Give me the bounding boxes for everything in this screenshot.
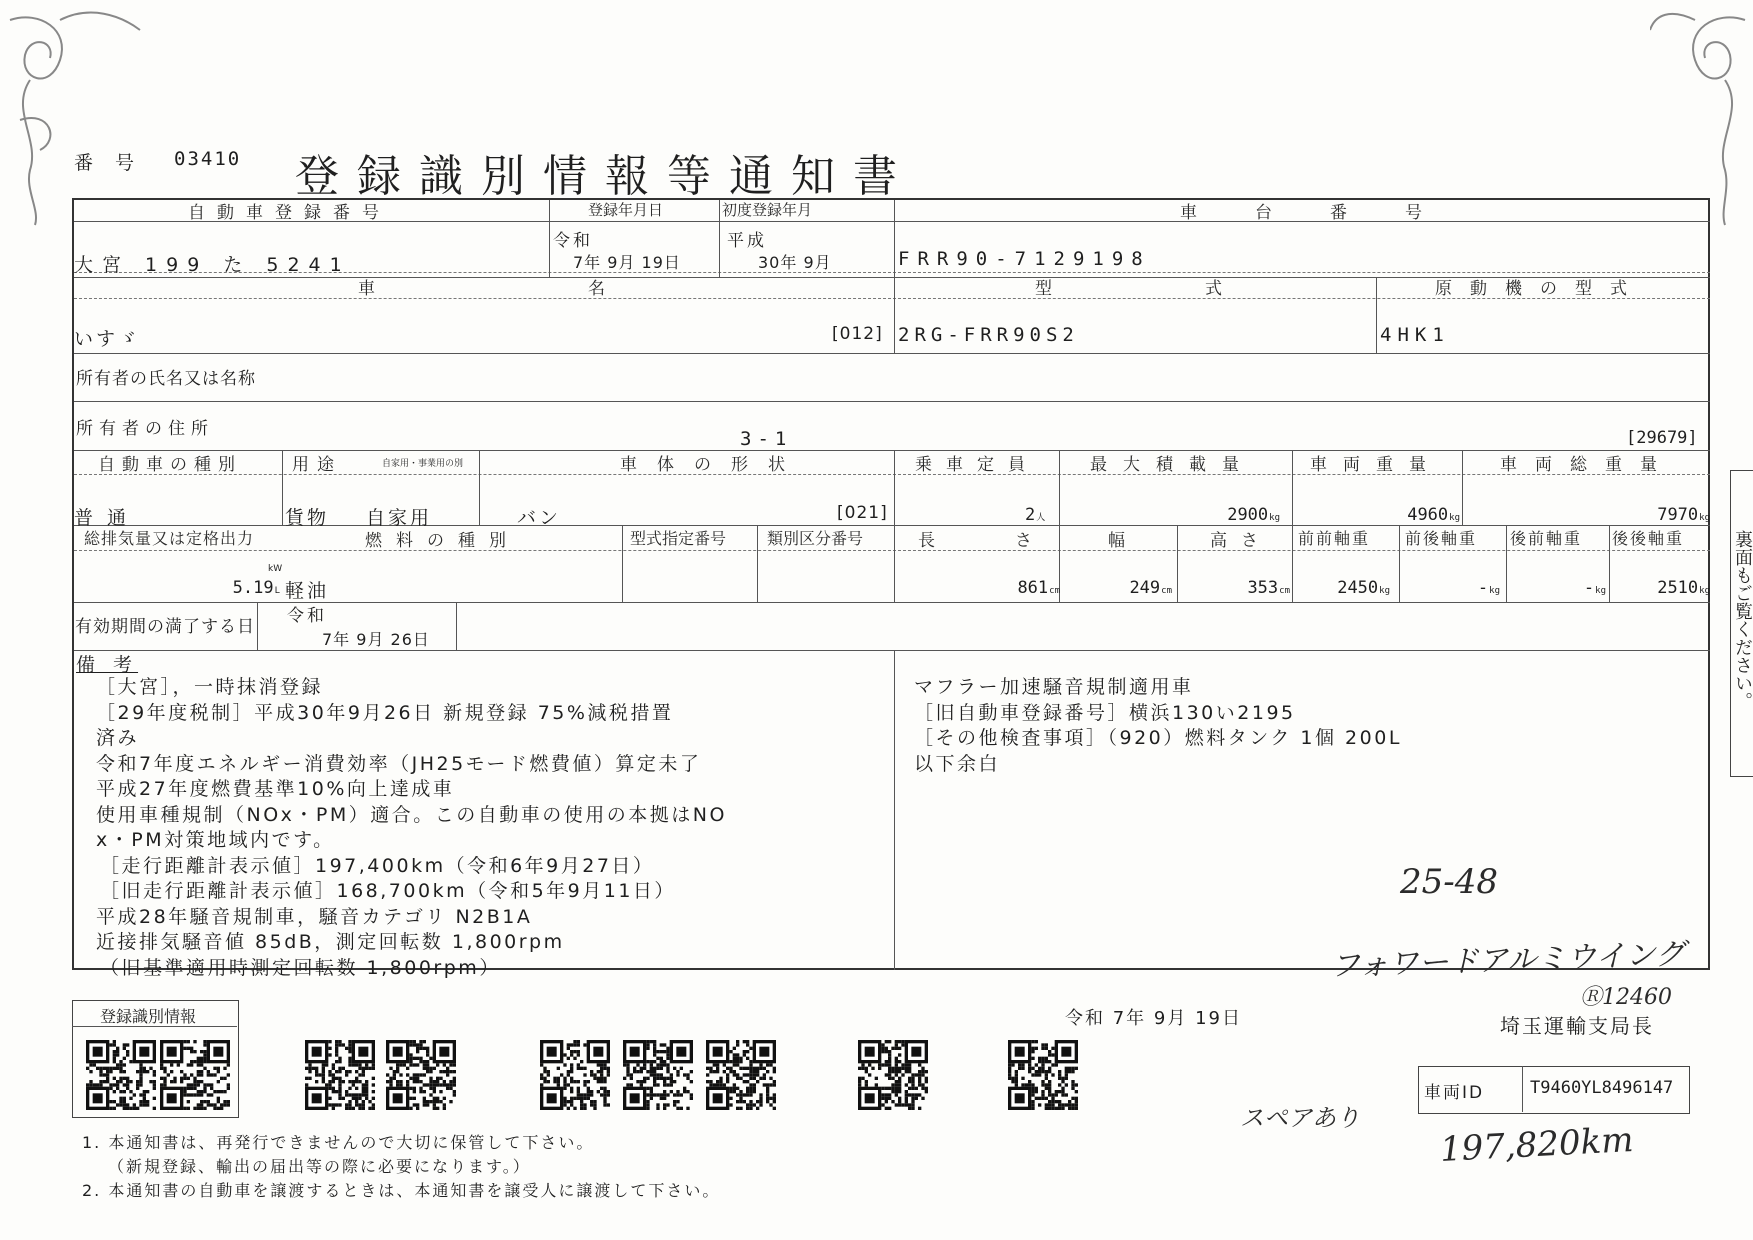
qr-code-icon <box>305 1040 375 1110</box>
remark-line: 使用車種規制（NOx・PM）適合。この自動車の使用の本拠はNO <box>96 803 727 826</box>
remark-line: ［旧自動車登録番号］横浜130い2195 <box>914 701 1296 724</box>
engine-label: 原動機の型式 <box>1435 279 1645 299</box>
footer-note-3: 2. 本通知書の自動車を譲渡するときは、本通知書を譲受人に譲渡して下さい。 <box>82 1181 721 1200</box>
displacement-value: 5.19L <box>232 578 280 598</box>
remark-line: ［走行距離計表示値］197,400km（令和6年9月27日） <box>100 854 655 877</box>
fr-axle-label: 前後軸重 <box>1405 529 1478 548</box>
model-designation-label: 型式指定番号 <box>630 529 727 548</box>
car-name-code: [012] <box>832 324 883 344</box>
number-value: 03410 <box>174 148 242 170</box>
handwritten-company: フォワードアルミウイング <box>1329 936 1686 985</box>
max-load-value: 2900kg <box>1227 505 1280 525</box>
handwritten-stamp-number: Ⓡ12460 <box>1580 985 1672 1010</box>
remark-line: 平成28年騒音規制車，騒音カテゴリ N2B1A <box>96 905 533 928</box>
use: 貨物 <box>285 507 330 529</box>
max-load-label: 最大積載量 <box>1090 455 1255 475</box>
remark-line: 近接排気騒音値 85dB，測定回転数 1,800rpm <box>96 931 565 953</box>
body-label: 車体の形状 <box>620 455 805 475</box>
category-label: 類別区分番号 <box>767 529 864 548</box>
first-reg-label: 初度登録年月 <box>722 201 813 219</box>
fr-axle-value: -kg <box>1477 578 1500 598</box>
ff-axle-label: 前前軸重 <box>1298 529 1371 548</box>
remarks-label: 備 考 <box>76 654 139 676</box>
number-label: 番 号 <box>74 152 143 174</box>
handwritten-mileage: 197,820km <box>1439 1119 1635 1171</box>
use-sub-label: 自家用・事業用の別 <box>382 459 464 469</box>
gross-weight-label: 車両総重量 <box>1500 455 1675 475</box>
chassis-label: 車台番号 <box>1180 203 1480 223</box>
first-reg-date: 30年 9月 <box>758 253 832 272</box>
qr-code-icon <box>623 1040 693 1110</box>
reg-number: 大宮 199 た 5241 <box>74 254 351 276</box>
width-label: 幅 <box>1108 531 1137 551</box>
corner-ornament-left <box>0 0 150 230</box>
gross-weight-value: 7970kg <box>1657 505 1710 525</box>
car-name-label-2: 名 <box>588 279 617 299</box>
chassis-number: FRR90-7129198 <box>898 248 1151 270</box>
length-value: 861cm <box>1017 578 1060 598</box>
body-code: [021] <box>837 503 888 523</box>
fuel-value: 軽油 <box>285 580 330 602</box>
vehicle-type: 普通 <box>74 507 141 529</box>
width-value: 249cm <box>1129 578 1172 598</box>
reg-number-label: 自動車登録番号 <box>188 203 391 223</box>
owner-address-label: 所有者の住所 <box>76 419 214 439</box>
height-label: 高さ <box>1210 531 1272 551</box>
car-name-label-1: 車 <box>358 279 387 299</box>
qr-code-icon <box>706 1040 776 1110</box>
model-label-1: 型 <box>1035 279 1064 299</box>
use-sub: 自家用 <box>366 507 433 529</box>
reg-date: 7年 9月 19日 <box>573 253 681 272</box>
side-note: 裏面もご覧ください。 <box>1732 530 1753 710</box>
weight-label: 車両重量 <box>1310 455 1442 475</box>
owner-address-code: [29679] <box>1626 428 1698 448</box>
footer-note-2: （新規登録、輸出の届出等の際に必要になります。） <box>108 1157 531 1176</box>
ff-axle-value: 2450kg <box>1337 578 1390 598</box>
use-label: 用途 <box>292 455 342 475</box>
remark-line: ［大宮］，一時抹消登録 <box>96 676 324 698</box>
handwritten-note-number: 25-48 <box>1400 862 1499 902</box>
remark-line: x・PM対策地域内です。 <box>96 829 335 851</box>
remark-line: （旧基準適用時測定回転数 1,800rpm） <box>100 956 501 979</box>
displacement-label: 総排気量又は定格出力 <box>84 529 255 548</box>
owner-name-label: 所有者の氏名又は名称 <box>76 369 256 389</box>
issue-date: 令和 7年 9月 19日 <box>1065 1008 1242 1029</box>
remark-line: 平成27年度燃費基準10%向上達成車 <box>96 778 455 800</box>
body-shape: バン <box>517 507 562 529</box>
footer-note-1: 1. 本通知書は、再発行できませんので大切に保管して下さい。 <box>82 1133 595 1152</box>
capacity-label: 乗車定員 <box>915 455 1039 475</box>
remark-line: ［その他検査事項］（920）燃料タンク 1個 200L <box>914 727 1402 749</box>
rf-axle-value: -kg <box>1583 578 1606 598</box>
qr-code-icon <box>86 1040 156 1110</box>
owner-address: 3-1 <box>740 428 793 450</box>
reg-era: 令和 <box>553 231 593 251</box>
corner-ornament-right <box>1650 0 1753 230</box>
qr-code-icon <box>386 1040 456 1110</box>
issuer: 埼玉運輸支局長 <box>1500 1014 1654 1038</box>
capacity-value: 2人 <box>1025 505 1046 525</box>
remark-line: 済み <box>96 727 140 749</box>
vehicle-id-label: 車両ID <box>1424 1083 1485 1103</box>
expiry-date: 7年 9月 26日 <box>322 630 430 649</box>
length-label: 長さ <box>918 531 1112 551</box>
vehicle-id: T9460YL8496147 <box>1530 1078 1674 1098</box>
engine-model: 4HK1 <box>1380 324 1450 346</box>
qr-code-icon <box>160 1040 230 1110</box>
reg-date-label: 登録年月日 <box>588 201 664 219</box>
first-reg-era: 平成 <box>727 231 767 251</box>
remark-line: ［29年度税制］平成30年9月26日 新規登録 75%減税措置 <box>96 701 674 724</box>
kw-unit: kW <box>268 564 283 574</box>
car-name: いすゞ <box>74 328 141 350</box>
page-title: 登録識別情報等通知書 <box>295 151 915 202</box>
qr-code-icon <box>858 1040 928 1110</box>
vehicle-type-label: 自動車の種別 <box>98 455 242 475</box>
rf-axle-label: 後前軸重 <box>1510 529 1583 548</box>
rr-axle-value: 2510kg <box>1657 578 1710 598</box>
rr-axle-label: 後後軸重 <box>1612 529 1685 548</box>
height-value: 353cm <box>1247 578 1290 598</box>
fuel-label: 燃料の種別 <box>365 531 520 551</box>
weight-value: 4960kg <box>1407 505 1460 525</box>
expiry-era: 令和 <box>287 606 327 626</box>
remark-line: 令和7年度エネルギー消費効率（JH25モード燃費値）算定未了 <box>96 752 702 775</box>
qr-code-icon <box>1008 1040 1078 1110</box>
remark-line: マフラー加速騒音規制適用車 <box>914 676 1194 698</box>
remark-line: ［旧走行距離計表示値］168,700km（令和5年9月11日） <box>100 880 676 902</box>
remark-line: 以下余白 <box>914 752 1001 775</box>
registration-info-label: 登録識別情報 <box>100 1007 197 1026</box>
expiry-label: 有効期間の満了する日 <box>75 617 255 637</box>
handwritten-spare: スペアあり <box>1240 1104 1360 1132</box>
qr-code-icon <box>540 1040 610 1110</box>
model: 2RG-FRR90S2 <box>898 324 1079 346</box>
model-label-2: 式 <box>1205 279 1234 299</box>
